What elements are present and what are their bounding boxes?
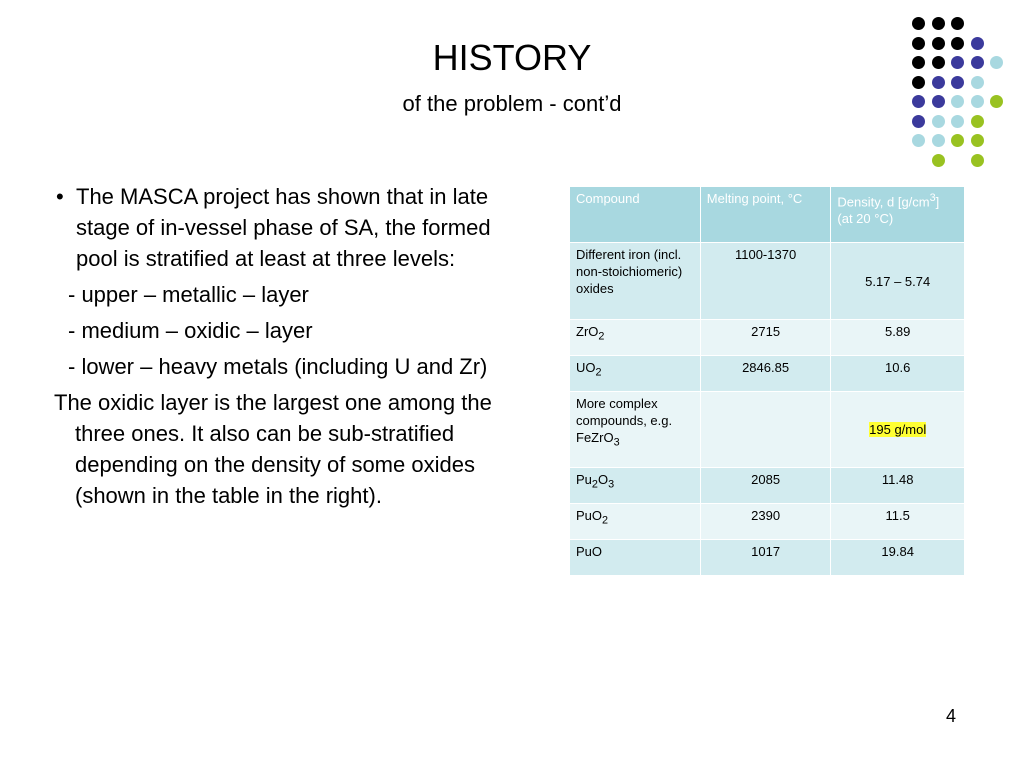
header-density <box>831 187 965 243</box>
header-compound: Compound <box>570 187 701 243</box>
layer-item-lower: - lower – heavy metals (including U and Zr) <box>68 354 488 379</box>
layer-item-upper: - upper – metallic – layer <box>68 282 309 307</box>
formula-subscript: 2 <box>595 366 602 379</box>
decorative-dot <box>971 154 984 167</box>
cell-density: 11.5 <box>831 504 965 540</box>
decorative-dot <box>932 134 945 147</box>
table-row <box>570 540 965 576</box>
header-melting-point: Melting point, °C <box>700 187 831 243</box>
table-row <box>570 243 965 320</box>
cell-melting-point <box>700 392 831 468</box>
cell-compound <box>570 320 701 356</box>
oxidic-layer-paragraph: The oxidic layer is the largest one among the three ones. It also can be sub-stratified depending on the density of some oxides (shown in the table in the right). <box>54 390 492 508</box>
decorative-dot <box>912 17 925 30</box>
bullet-text: The MASCA project has shown that in late stage of in-vessel phase of SA, the formed pool is stratified at least at three levels: <box>76 184 491 271</box>
cell-melting-point: 2390 <box>700 504 831 540</box>
decorative-dot <box>932 154 945 167</box>
formula-text: More complex compounds, e.g. FeZrO <box>576 396 673 445</box>
cell-density: 19.84 <box>831 540 965 576</box>
cell-density <box>831 392 965 468</box>
cell-compound: Different iron (incl. non-stoichiomeric) oxides <box>570 243 701 320</box>
table-row <box>570 504 965 540</box>
table-header-row <box>570 187 965 243</box>
cell-density: 5.17 – 5.74 <box>831 243 965 320</box>
formula-text: ZrO <box>576 324 599 339</box>
header-density-exponent: 3 <box>929 192 936 204</box>
formula-subscript: 2 <box>591 478 598 491</box>
highlighted-molar-mass: 195 g/mol <box>869 422 927 437</box>
formula-subscript: 3 <box>613 436 620 449</box>
cell-melting-point: 2846.85 <box>700 356 831 392</box>
decorative-dot <box>971 134 984 147</box>
table-row <box>570 468 965 504</box>
cell-compound <box>570 468 701 504</box>
decorative-dot <box>951 134 964 147</box>
bullet-item <box>54 181 514 274</box>
table-row <box>570 356 965 392</box>
header-density-text: Density, d [g/cm <box>837 194 930 210</box>
cell-melting-point: 2715 <box>700 320 831 356</box>
slide-subtitle: of the problem - cont’d <box>402 91 622 116</box>
cell-melting-point: 1017 <box>700 540 831 576</box>
cell-melting-point: 2085 <box>700 468 831 504</box>
decorative-dot <box>932 17 945 30</box>
page-number: 4 <box>946 706 957 726</box>
cell-compound <box>570 504 701 540</box>
formula-text: PuO <box>576 508 603 523</box>
body-text <box>54 181 514 511</box>
header-density-condition: (at 20 °C) <box>837 211 894 227</box>
table-row <box>570 320 965 356</box>
cell-density: 11.48 <box>831 468 965 504</box>
table-row <box>570 392 965 468</box>
decorative-dot <box>951 17 964 30</box>
cell-density: 5.89 <box>831 320 965 356</box>
formula-text: UO <box>576 360 596 375</box>
formula-subscript: 2 <box>602 514 609 527</box>
compound-properties-table <box>569 186 965 576</box>
bullet-marker: • <box>56 184 64 209</box>
slide-title: HISTORY <box>432 37 592 78</box>
formula-subscript: 2 <box>598 330 605 343</box>
formula-text-2: O <box>597 472 609 487</box>
cell-compound <box>570 392 701 468</box>
cell-compound <box>570 356 701 392</box>
cell-compound: PuO <box>570 540 701 576</box>
cell-density: 10.6 <box>831 356 965 392</box>
decorative-dot <box>912 134 925 147</box>
layer-item-medium: - medium – oxidic – layer <box>68 318 313 343</box>
formula-subscript-2: 3 <box>608 478 615 491</box>
header-density-bracket: ] <box>935 194 940 210</box>
cell-melting-point: 1100-1370 <box>700 243 831 320</box>
formula-text: Pu <box>576 472 592 487</box>
